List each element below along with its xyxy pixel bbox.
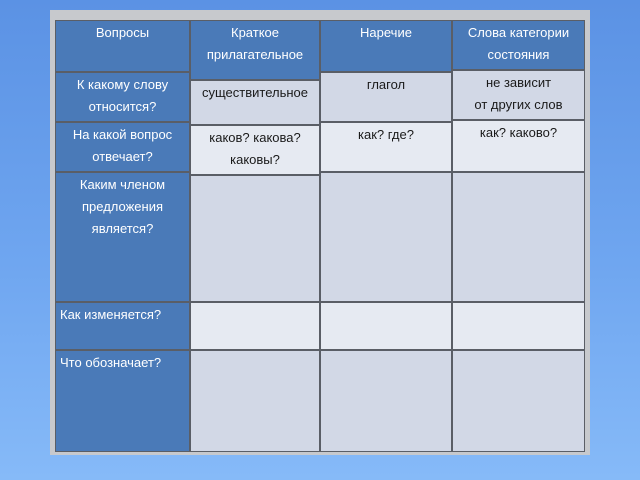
cell-short-adjective-member	[190, 175, 320, 302]
cell-short-adjective-relates: существительное	[190, 80, 320, 125]
cell-state-category-member	[452, 172, 585, 302]
row-head-changes: Как изменяется?	[55, 302, 190, 350]
cell-adverb-relates: глагол	[320, 72, 452, 122]
cell-short-adjective-changes	[190, 302, 320, 350]
row-head-sentence-member: Каким членом предложения является?	[55, 172, 190, 302]
header-short-adjective	[190, 20, 320, 80]
cell-state-category-question: как? каково?	[452, 120, 585, 172]
header-adverb	[320, 20, 452, 72]
cell-state-category-changes	[452, 302, 585, 350]
header-state-category-label: Слова категории состояния	[467, 25, 570, 62]
cell-adverb-question: как? где?	[320, 122, 452, 172]
slide	[50, 10, 590, 455]
row-head-relates-to: К какому слову относится?	[55, 72, 190, 122]
header-state-category	[452, 20, 585, 70]
header-questions-label: Вопросы	[95, 25, 150, 40]
cell-adverb-member	[320, 172, 452, 302]
header-adverb-label: Наречие	[360, 25, 412, 40]
header-short-adjective-label: Краткое прилагательное	[206, 25, 304, 62]
row-head-answers-question: На какой вопрос отвечает?	[55, 122, 190, 172]
cell-state-category-meaning	[452, 350, 585, 452]
cell-state-category-relates: не зависит от других слов	[452, 70, 585, 120]
row-head-meaning: Что обозначает?	[55, 350, 190, 452]
cell-adverb-meaning	[320, 350, 452, 452]
header-questions	[55, 20, 190, 72]
cell-short-adjective-question: каков? какова? каковы?	[190, 125, 320, 175]
cell-adverb-changes	[320, 302, 452, 350]
cell-short-adjective-meaning	[190, 350, 320, 452]
